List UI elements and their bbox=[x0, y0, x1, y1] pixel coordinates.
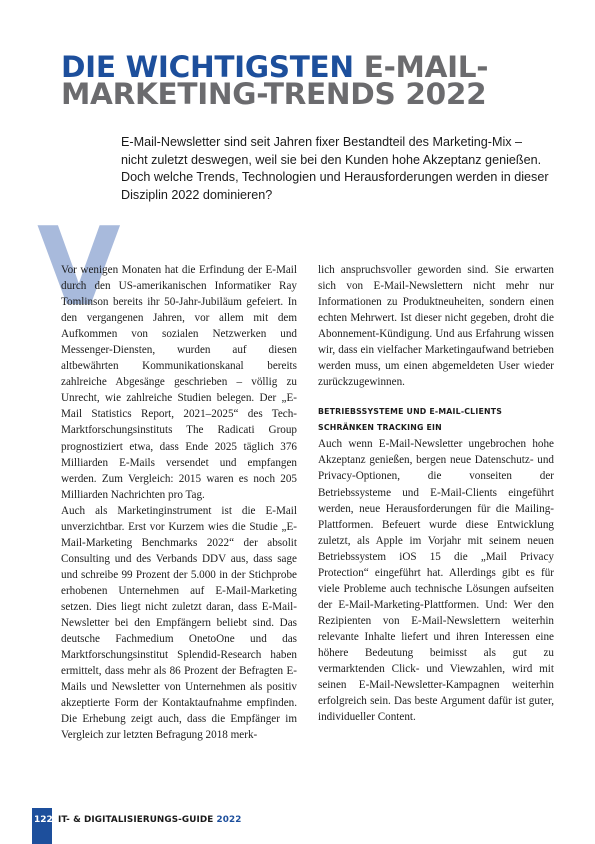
title-highlight: DIE WICHTIGSTEN bbox=[61, 50, 354, 84]
guide-year: 2022 bbox=[216, 815, 242, 825]
body-paragraph: lich anspruchsvoller geworden sind. Sie erwarten sich von E-Mail-Newslettern nicht mehr nur Informationen zu Produktneuheiten, sondern einen echten Mehrwert. Ist dieser nicht gegeben, droht die Abonnement-Kündigung. Und aus Erfahrung wissen wir, dass ein vielfacher Marketingaufwand betrieben werden muss, um einen abgemeldeten User wieder zurückzugewinnen. bbox=[318, 264, 554, 389]
footer-publication-label bbox=[58, 815, 241, 825]
title-rest: E-MAIL-MARKETING-TRENDS 2022 bbox=[61, 50, 489, 111]
dropcap-letter: V bbox=[37, 205, 121, 330]
page-number: 122 bbox=[34, 815, 53, 825]
guide-name: IT- & DIGITALISIERUNGS-GUIDE bbox=[58, 815, 214, 825]
body-paragraph: Auch als Marketinginstrument ist die E-Mail unverzichtbar. Erst vor Kurzem wies die Studie „E-Mail-Marketing Benchmarks 2022“ der absolit Consulting und des Verbands DDV aus, dass sage und schreibe 99 Prozent der 5.000 in der Stichprobe erhobenen Unternehmen auf E-Mail-Marketing setzen. Dies liegt nicht zuletzt daran, dass E-Mail-Newsletter bei den Empfängern beliebt sind. Das deutsche Fachmedium OnetoOne und das Marktforschungsinstitut Splendid-Research haben ermittelt, dass mehr als 86 Prozent der Befragten E-Mails und Newsletter von Unternehmen als positiv akzeptierte Form der Kontaktaufnahme empfinden. Die Erhebung zeigt auch, dass die Empfänger im Vergleich zur letzten Befragung 2018 merk- bbox=[61, 504, 297, 742]
section-subheading: BETRIEBSSYSTEME UND E-MAIL-CLIENTS SCHRÄNKEN TRACKING EIN bbox=[318, 407, 503, 433]
body-paragraph: Auch wenn E-Mail-Newsletter ungebrochen hohe Akzeptanz genießen, bergen neue Datenschutz- und Privacy-Optionen, die vonseiten der Betriebssysteme und E-Mail-Clients eingeführt werden, neue Herausforderungen für die Mailing-Plattformen. Befeuert wurde diese Entwicklung zuletzt, als Apple im Vorjahr mit seinem neuen Betriebssystem iOS 15 die „Mail Privacy Protection“ eingeführt hat. Allerdings gibt es für viele Probleme auch technische Lösungen aufseiten der E-Mail-Marketing-Plattformen. Und: Wer den Rezipienten von E-Mail-Newslettern weiterhin relevante Inhalte liefert und ihren Interessen eine höhere Bedeutung beimisst als gut zu vermarktenden Click- und Viewzahlen, wird mit seinen E-Mail-Newsletter-Kampagnen weiterhin erfolgreich sein. Das beste Argument dafür ist guter, individueller Content. bbox=[318, 438, 554, 724]
footer-page-bar bbox=[32, 808, 52, 844]
article-lead: E-Mail-Newsletter sind seit Jahren fixer Bestandteil des Marketing-Mix – nicht zuletzt deswegen, weil sie bei den Kunden hohe Akzeptanz genießen. Doch welche Trends, Technologien und Herausforderungen werden in dieser Disziplin 2022 dominieren? bbox=[121, 135, 549, 202]
text-column-right bbox=[318, 262, 554, 725]
text-column-left bbox=[61, 262, 297, 743]
body-paragraph: Vor wenigen Monaten hat die Erfindung der E-Mail durch den US-amerikanischen Informatiker Ray Tomlinson bereits ihr 50-Jahr-Jubiläum gefeiert. In den vergangenen Jahren, vor allem mit dem Aufkommen von sozialen Netzwerken und Messenger-Diensten, wurden auf diesen altbewährten Kommunikationskanal bereits zahlreiche Abgesänge geschrieben – völlig zu Unrecht, wie zahlreiche Studien belegen. Der „E-Mail Statistics Report, 2021–2025“ des Tech-Marktforschungsinstituts The Radicati Group prognostiziert etwa, dass Ende 2025 täglich 376 Milliarden E-Mails versendet und empfangen werden. Zum Vergleich: 2015 waren es noch 205 Milliarden Nachrichten pro Tag. bbox=[61, 264, 297, 501]
article-title bbox=[61, 50, 561, 111]
